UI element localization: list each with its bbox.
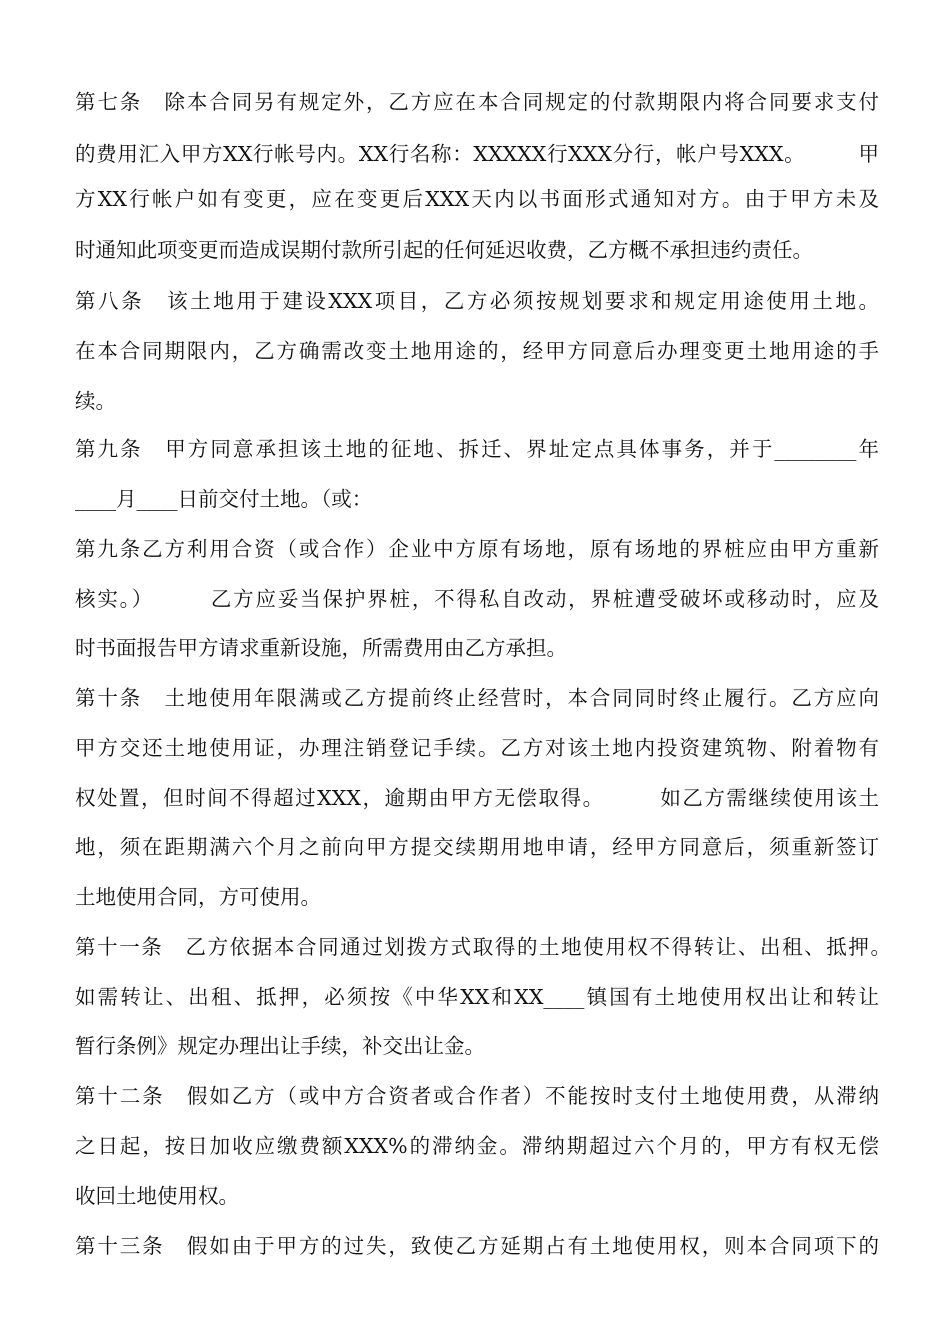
text-line: 第七条 除本合同另有规定外，乙方应在本合同规定的付款期限内将合同要求支付 — [75, 90, 879, 114]
text-line: 暂行条例》规定办理出让手续，补交出让金。 — [75, 1034, 485, 1058]
text-line: ____月____日前交付土地。（或： — [75, 487, 373, 511]
text-line: 第十二条 假如乙方（或中方合资者或合作者）不能按时支付土地使用费，从滞纳 — [75, 1084, 879, 1108]
text-line: 收回土地使用权。 — [75, 1184, 239, 1208]
text-line: 时通知此项变更而造成误期付款所引起的任何延迟收费，乙方概不承担违约责任。 — [75, 238, 813, 262]
text-line: 第十条 土地使用年限满或乙方提前终止经营时，本合同同时终止履行。乙方应向 — [75, 686, 879, 710]
text-line: 方XX行帐户如有变更，应在变更后XXX天内以书面形式通知对方。由于甲方未及 — [75, 187, 879, 211]
text-line: 地，须在距期满六个月之前向甲方提交续期用地申请，经甲方同意后，须重新签订 — [75, 835, 879, 859]
text-line: 土地使用合同，方可使用。 — [75, 885, 321, 909]
text-line: 续。 — [75, 389, 116, 413]
text-line: 权处置，但时间不得超过XXX，逾期由甲方无偿取得。 如乙方需继续使用该土 — [75, 786, 879, 810]
text-line: 第十三条 假如由于甲方的过失，致使乙方延期占有土地使用权，则本合同项下的 — [75, 1234, 879, 1258]
text-line: 之日起，按日加收应缴费额XXX%的滞纳金。滞纳期超过六个月的，甲方有权无偿 — [75, 1134, 879, 1158]
text-line: 第十一条 乙方依据本合同通过划拨方式取得的土地使用权不得转让、出租、抵押。 — [75, 935, 891, 959]
text-line: 第八条 该土地用于建设XXX项目，乙方必须按规划要求和规定用途使用土地。 — [75, 289, 879, 313]
text-line: 的费用汇入甲方XX行帐号内。XX行名称：XXXXX行XXX分行，帐户号XXX。 甲 — [75, 142, 879, 166]
text-line: 第九条乙方利用合资（或合作）企业中方原有场地，原有场地的界桩应由甲方重新 — [75, 537, 879, 561]
text-line: 在本合同期限内，乙方确需改变土地用途的，经甲方同意后办理变更土地用途的手 — [75, 339, 879, 363]
text-line: 甲方交还土地使用证，办理注销登记手续。乙方对该土地内投资建筑物、附着物有 — [75, 736, 879, 760]
text-line: 时书面报告甲方请求重新设施，所需费用由乙方承担。 — [75, 636, 567, 660]
text-line: 核实。） 乙方应妥当保护界桩，不得私自改动，界桩遭受破坏或移动时，应及 — [75, 587, 879, 611]
text-line: 如需转让、出租、抵押，必须按《中华XX和XX____镇国有土地使用权出让和转让 — [75, 985, 879, 1009]
text-line: 第九条 甲方同意承担该土地的征地、拆迁、界址定点具体事务，并于________年 — [75, 437, 879, 461]
